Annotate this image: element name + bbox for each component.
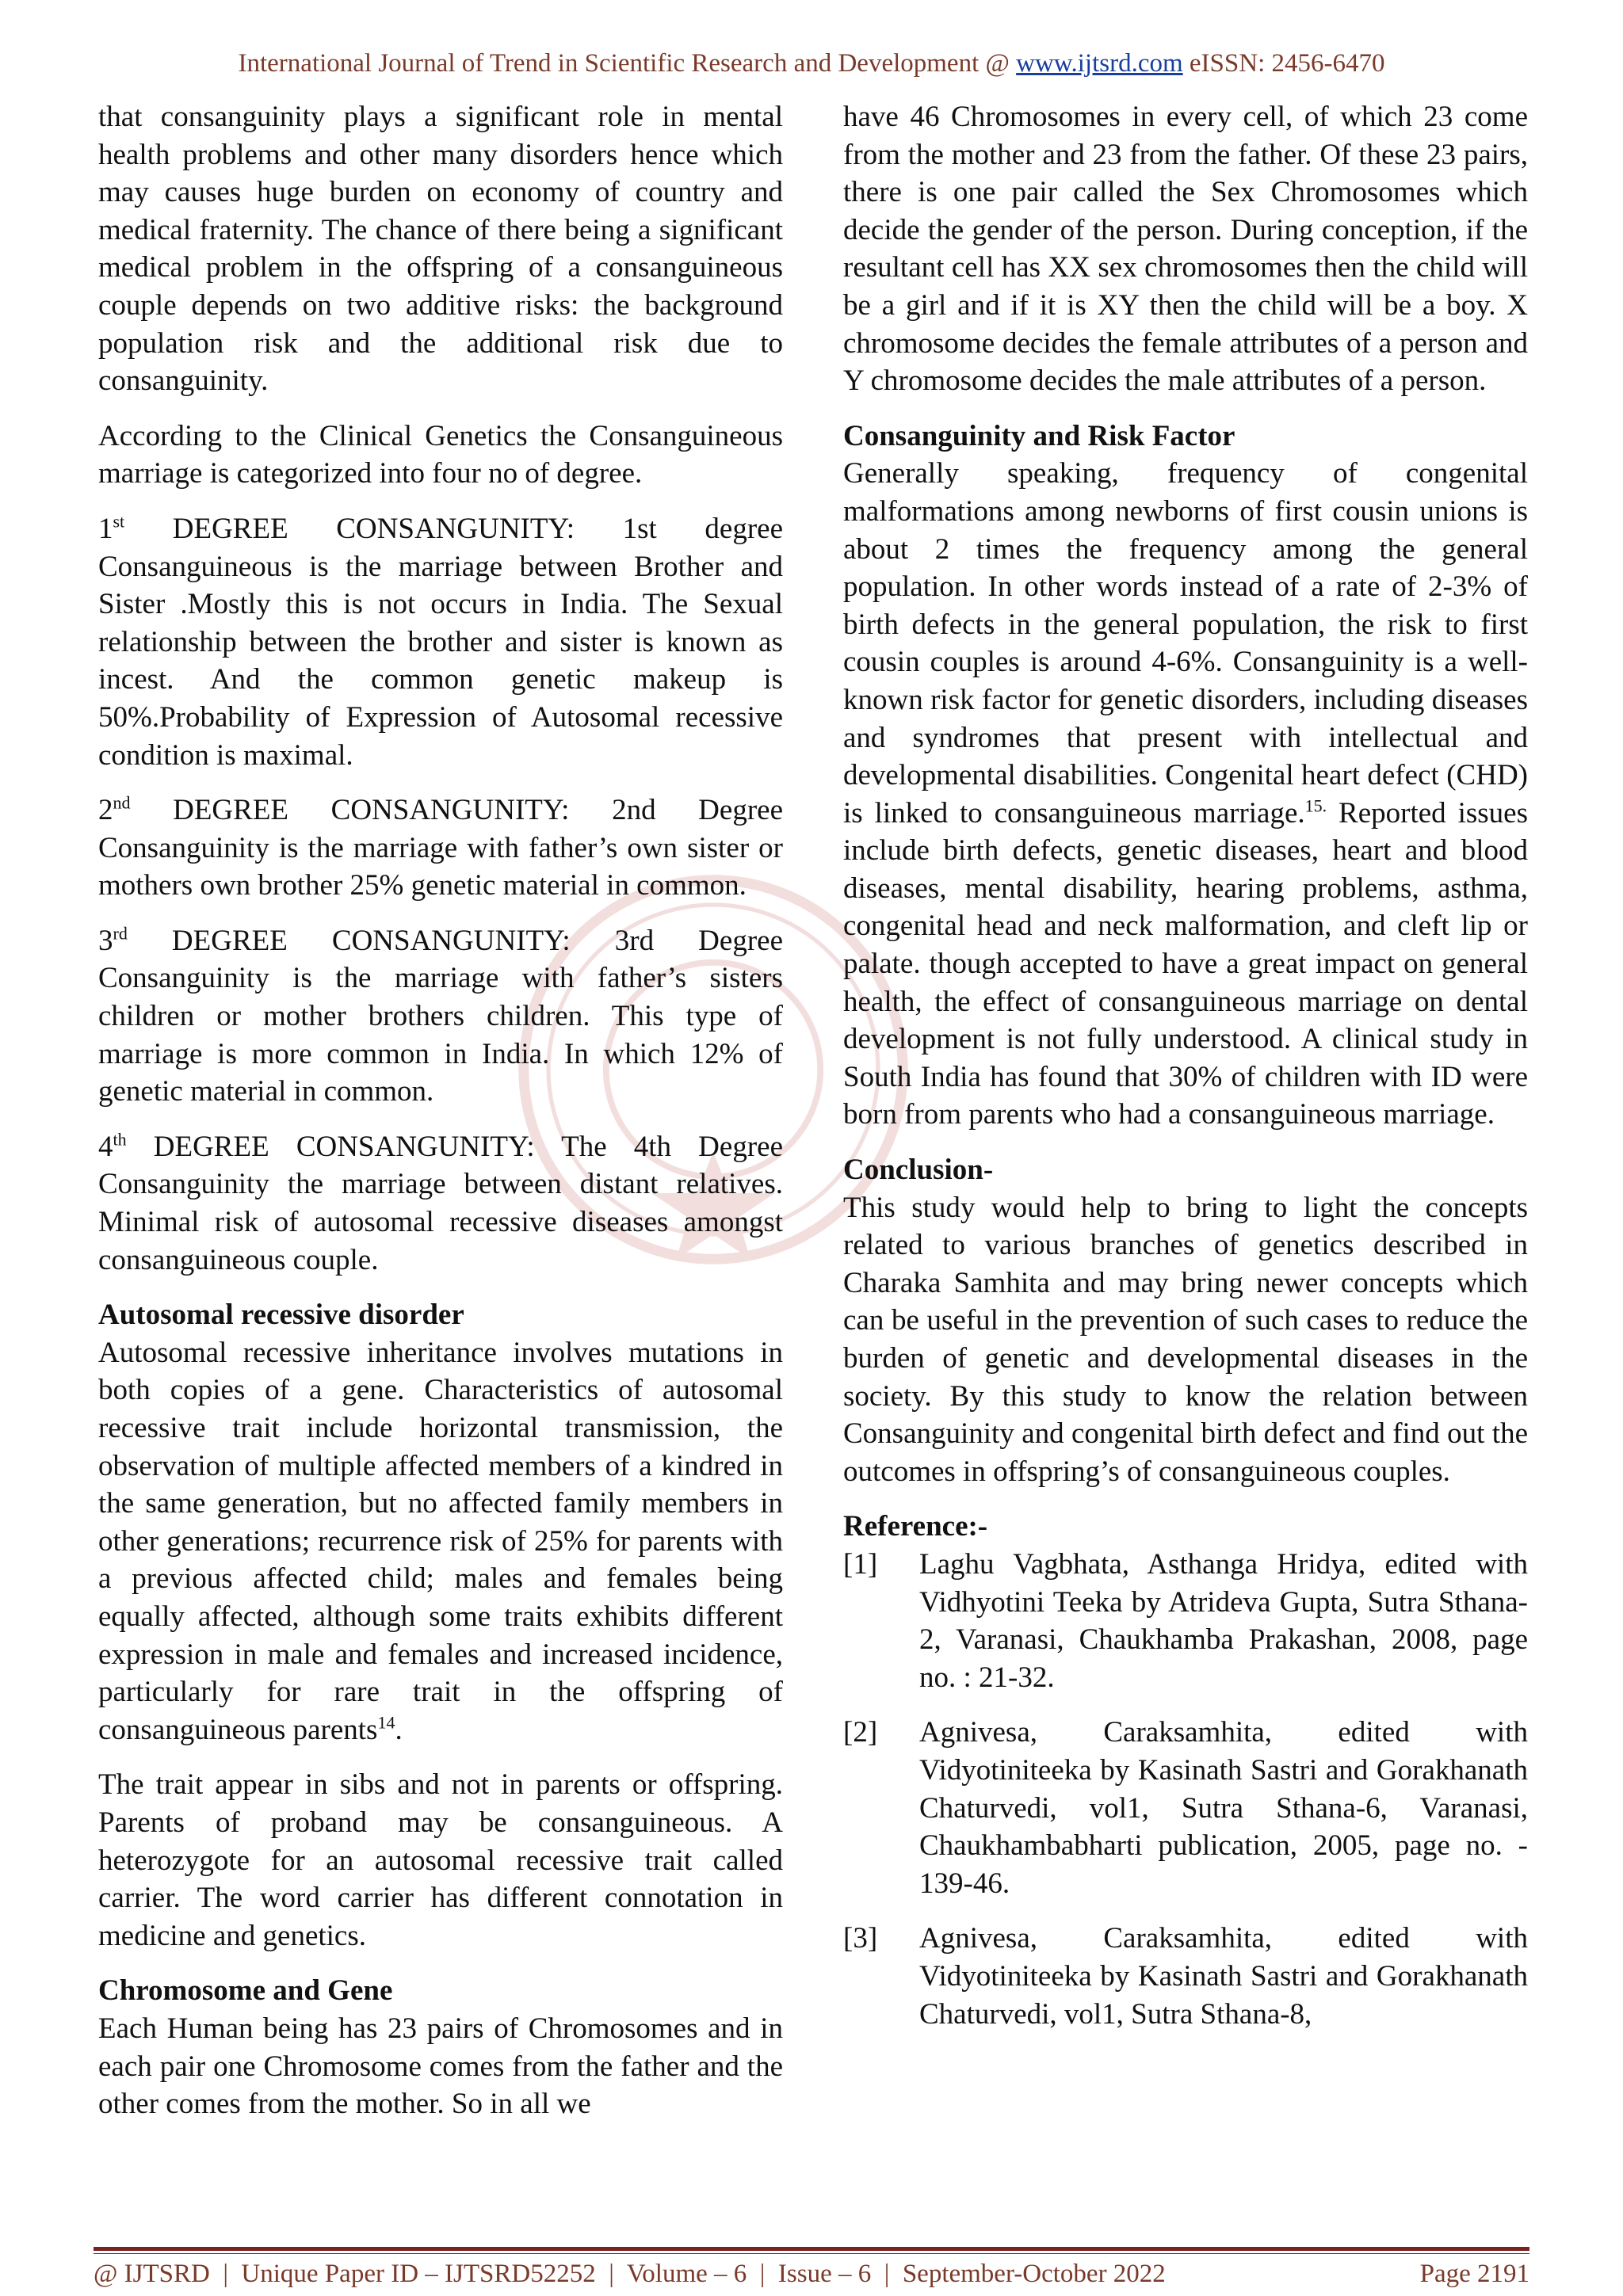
journal-url-link[interactable]: www.ijtsrd.com: [1016, 49, 1183, 78]
running-header: [0, 49, 1623, 78]
left-column: [98, 98, 783, 2141]
right-column: [843, 98, 1528, 2050]
reference-item: [843, 1546, 1528, 1696]
fourth-degree-paragraph: 4th DEGREE CONSANGUNITY: The 4th Degree Consanguinity the marriage between distant relatives. Minimal risk of autosomal recessive diseases amongst consanguineous couple.: [98, 1129, 783, 1276]
reference-number: [1]: [843, 1547, 878, 1581]
risk-factor-heading: Consanguinity and Risk Factor: [843, 419, 1235, 452]
footer-paper-info: @ IJTSRD | Unique Paper ID – IJTSRD52252 | Volume – 6 | Issue – 6 | September-October 2022: [94, 2260, 1166, 2288]
reference-text: Agnivesa, Caraksamhita, edited with Vidyotiniteeka by Kasinath Sastri and Gorakhanath Chaturvedi, vol1, Sutra Sthana-6, Varanasi, Chaukhambabharti publication, 2005, page no. - 139-46.: [919, 1716, 1528, 1900]
reference-item: [843, 1920, 1528, 2033]
intro-paragraph: that consanguinity plays a significant role in mental health problems and other many disorders hence which may causes huge burden on economy of country and medical fraternity. The chance of there being a significant medical problem in the offspring of a consanguineous couple depends on two additive risks: the background population risk and the additional risk due to consanguinity.: [98, 101, 783, 398]
running-footer: [94, 2260, 1529, 2289]
conclusion-heading: Conclusion-: [843, 1154, 994, 1187]
citation-14: 14: [377, 1712, 395, 1733]
issn: eISSN: 2456-6470: [1182, 49, 1385, 78]
reference-heading: Reference:-: [843, 1510, 988, 1543]
second-degree-paragraph: 2nd DEGREE CONSANGUNITY: 2nd Degree Consanguinity is the marriage with father’s own sister or mothers own brother 25% genetic material in common.: [98, 792, 783, 902]
reference-item: [843, 1714, 1528, 1902]
trait-paragraph: The trait appear in sibs and not in parents or offspring. Parents of proband may be consanguineous. A heterozygote for an autosomal recessive trait called carrier. The word carrier has different connotation in medicine and genetics.: [98, 1768, 783, 1952]
chromosome-heading: Chromosome and Gene: [98, 1974, 393, 2008]
footer-divider-thin: [94, 2253, 1529, 2254]
third-degree-paragraph: 3rd DEGREE CONSANGUNITY: 3rd Degree Consanguinity is the marriage with father’s sisters children or mother brothers children. This type of marriage is more common in India. In which 12% of genetic material in common.: [98, 923, 783, 1108]
reference-text: Laghu Vagbhata, Asthanga Hridya, edited with Vidhyotini Teeka by Atrideva Gupta, Sutra Sthana-2, Varanasi, Chaukhamba Prakashan, 2008, page no. : 21-32.: [919, 1547, 1528, 1694]
reference-number: [3]: [843, 1922, 878, 1955]
conclusion-paragraph: This study would help to bring to light the concepts related to various branches of genetics described in Charaka Samhita and may bring newer concepts which can be useful in the prevention of such cases to reduce the burden of genetic and developmental diseases in the society. By this study to know the relation between Consanguinity and congenital birth defect and find out the outcomes in offspring’s of consanguineous couples.: [843, 1191, 1528, 1488]
chromosome-continued-paragraph: have 46 Chromosomes in every cell, of which 23 come from the mother and 23 from the father. Of these 23 pairs, there is one pair called the Sex Chromosomes which decide the gender of the person. During conception, if the resultant cell has XX sex chromosomes then the child will be a girl and if it is XY then the child will be a boy. X chromosome decides the female attributes of a person and Y chromosome decides the male attributes of a person.: [843, 101, 1528, 398]
reference-text: Agnivesa, Caraksamhita, edited with Vidyotiniteeka by Kasinath Sastri and Gorakhanath Chaturvedi, vol1, Sutra Sthana-8,: [919, 1922, 1528, 2031]
page-number: Page 2191: [1419, 2260, 1529, 2288]
reference-number: [2]: [843, 1716, 878, 1749]
chromosome-paragraph: Each Human being has 23 pairs of Chromosomes and in each pair one Chromosome comes from the father and the other comes from the mother. So in all we: [98, 2012, 783, 2121]
footer-divider: [94, 2247, 1529, 2251]
autosomal-heading: Autosomal recessive disorder: [98, 1299, 464, 1332]
risk-factor-paragraph: Generally speaking, frequency of congenital malformations among newborns of first cousin unions is about 2 times the frequency among the general population. In other words instead of a rate of 2-3% of birth defects in the general population, the risk to first cousin couples is around 4-6%. Consanguinity is a well-known risk factor for genetic disorders, including diseases and syndromes that present with intellectual and developmental disabilities. Congenital heart defect (CHD) is linked to consanguineous marriage.$^{15.}$ Reported issues include birth defects, genetic diseases, heart and blood diseases, mental disability, hearing problems, asthma, congenital head and neck malformation, and cleft lip or palate. though accepted to have a great impact on general health, the effect of consanguineous marriage on dental development is not fully understood. A clinical study in South India has found that 30% of children with ID were born from parents who had a consanguineous marriage.: [843, 457, 1528, 1131]
classification-paragraph: According to the Clinical Genetics the Consanguineous marriage is categorized into four no of degree.: [98, 419, 783, 490]
citation-15: 15.: [1304, 795, 1327, 816]
first-degree-paragraph: 1st DEGREE CONSANGUNITY: 1st degree Consanguineous is the marriage between Brother and Sister .Mostly this is not occurs in India. The Sexual relationship between the brother and sister is known as incest. And the common genetic makeup is 50%.Probability of Expression of Autosomal recessive condition is maximal.: [98, 511, 783, 772]
journal-name: International Journal of Trend in Scientific Research and Development @: [238, 49, 1017, 78]
autosomal-paragraph: Autosomal recessive inheritance involves mutations in both copies of a gene. Characteristics of autosomal recessive trait include horizontal transmission, the observation of multiple affected members of a kindred in the same generation, but no affected family members in other generations; recurrence risk of 25% for parents with a previous affected child; males and females being equally affected, although some traits exhibits different expression in male and females and increased incidence, particularly for rare trait in the offspring of consanguineous parents$^{14}$.: [98, 1336, 783, 1746]
